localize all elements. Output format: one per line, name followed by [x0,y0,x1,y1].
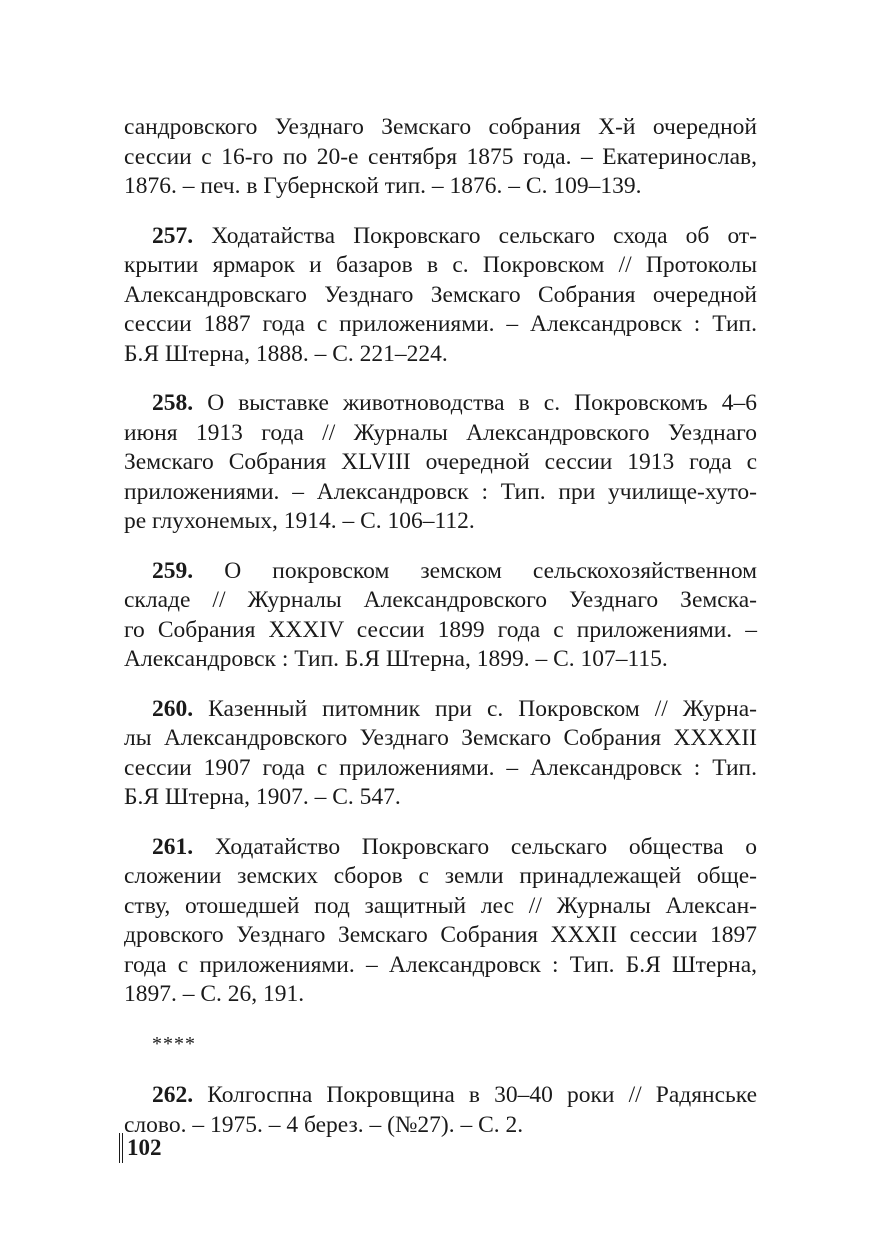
text-line: сессии 1907 года с приложениями. – Александровск : Тип. [124,754,757,781]
entry-number: 258. [152,390,194,416]
text-line [124,389,757,419]
bibliography-entry-261 [124,833,757,1010]
bibliography-entry-258 [124,389,757,537]
text-line: Александровскаго Уезднаго Земскаго Собрания очередной [124,281,757,308]
text-line: 1897. – С. 26, 191. [124,981,305,1007]
text-line: слово. – 1975. – 4 берез. – (№27). – С. 2. [124,1111,524,1138]
text-line: Земскаго Собрания XLVIII очередной сессии 1913 года с [124,449,757,475]
text-line: 1876. – печ. в Губернской тип. – 1876. – С. 109–139. [124,173,642,199]
entry-text: Ходатайство Покровскаго сельскаго общества о [214,833,758,860]
text-line: Александровск : Тип. Б.Я Штерна, 1899. – С. 107–115. [124,646,668,672]
text-line [124,222,757,252]
text-line: Б.Я Штерна, 1888. – С. 221–224. [124,340,448,367]
text-line: приложениями. – Александровск : Тип. при училище-хуто- [124,478,757,505]
entry-text: Казенный питомник при с. Покровском // Журна- [208,695,758,722]
footer-rule [122,1133,123,1163]
text-line: крытии ярмарок и базаров в с. Покровском // Протоколы [124,252,757,278]
entry-number: 262. [152,1082,194,1108]
text-line [124,833,757,863]
text-line: года с приложениями. – Александровск : Тип. Б.Я Штерна, [124,951,757,978]
text-line [124,557,757,587]
bibliography-entry-259 [124,557,757,675]
continuation-paragraph [124,113,757,202]
text-line: лы Александровского Уезднаго Земскаго Собрания XXXXII [124,725,757,751]
entry-number: 257. [152,222,194,249]
text-line: сессии с 16-го по 20-е сентября 1875 года. – Екатеринослав, [124,143,757,170]
page-number: 102 [127,1135,162,1160]
text-line: складе // Журналы Александровского Уезднаго Земска- [124,587,757,613]
entry-number: 261. [152,833,194,860]
text-line: сессии 1887 года с приложениями. – Александровск : Тип. [124,311,757,337]
text-line [124,695,757,725]
text-line: июня 1913 года // Журналы Александровского Уезднаго [124,419,757,446]
text-line: го Собрания XXXIV сессии 1899 года с приложениями. – [124,616,757,643]
text-line: Б.Я Штерна, 1907. – С. 547. [124,784,401,810]
bibliography-entry-257 [124,222,757,370]
footer-rule [119,1133,120,1163]
bibliography-entry-260 [124,695,757,813]
text-line: сандровского Уезднаго Земскаго собрания Х-й очередной [124,114,757,140]
text-line [124,1081,757,1111]
bibliography-entry-262 [124,1081,757,1140]
entry-number: 260. [152,695,194,722]
section-separator: **** [152,1032,196,1055]
page-footer [119,1133,162,1163]
text-line: дровского Уезднаго Земскаго Собрания XXXII сессии 1897 [124,922,757,948]
entry-text: О покровском земском сельскохозяйственном [224,557,758,584]
text-line: ре глухонемых, 1914. – С. 106–112. [124,508,475,534]
bibliography-page [124,113,757,1160]
text-line: ству, отошедшей под защитный лес // Журналы Алексан- [124,892,757,919]
entry-text: Колгоспна Покровщина в 30–40 роки // Радянське [207,1082,757,1108]
entry-text: Ходатайства Покровскаго сельскаго схода об от- [211,222,758,249]
text-line: сложении земских сборов с земли принадлежащей обще- [124,863,757,889]
entry-number: 259. [152,557,194,584]
entry-text: О выставке животноводства в с. Покровскомъ 4–6 [207,390,758,416]
